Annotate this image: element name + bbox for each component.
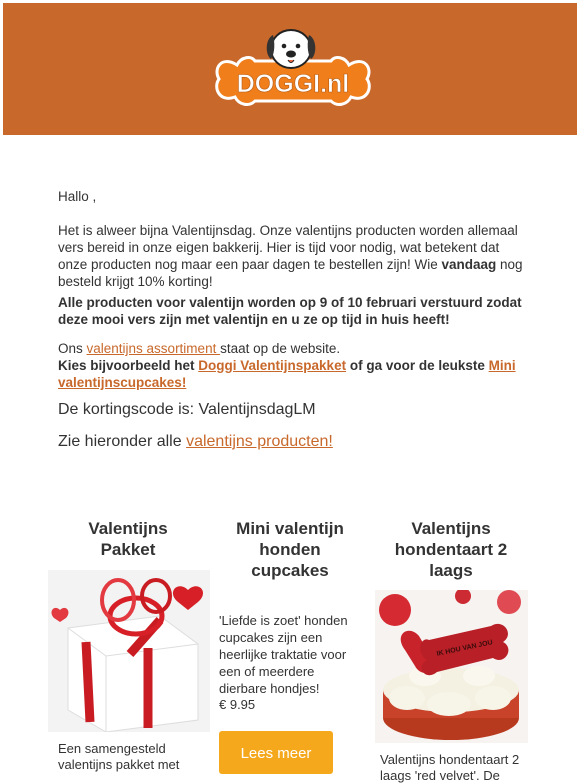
product-price-cupcakes: € 9.95 bbox=[219, 697, 256, 712]
lees-meer-button[interactable]: Lees meer bbox=[219, 731, 333, 774]
product-desc-taart: Valentijns hondentaart 2 laags 'red velvet'. De bbox=[380, 752, 520, 783]
discount-code: De kortingscode is: ValentijnsdagLM bbox=[58, 401, 316, 418]
svg-text:IK HOU VAN JOU: IK HOU VAN JOU bbox=[436, 639, 494, 658]
product-title-pakket[interactable]: Valentijns Pakket bbox=[88, 519, 168, 559]
header-banner bbox=[3, 3, 577, 135]
valentijns-products-link[interactable]: valentijns producten! bbox=[186, 433, 333, 450]
mini-cupcakes-link[interactable]: Mini valentijnscupcakes! bbox=[58, 358, 516, 390]
products-line: Zie hieronder alle valentijns producten! bbox=[58, 433, 333, 450]
shipping-paragraph: Alle producten voor valentijn worden op 9 of 10 februari verstuurd zodat deze mooi vers zijn met valentijn en u ze op tijd in huis heeft! bbox=[58, 295, 522, 327]
product-image-taart[interactable] bbox=[375, 590, 528, 743]
product-desc-pakket: Een samengesteld valentijns pakket met bbox=[58, 741, 180, 772]
intro-paragraph: Het is alweer bijna Valentijnsdag. Onze valentijns producten worden allemaal vers bereid in onze eigen bakkerij. Hier is tijd voor nodig, wat betekent dat onze producten nog maar een paar dagen te bestellen zijn! Wie vandaag nog besteld krijgt 10% korting! bbox=[58, 223, 523, 289]
valentijnspakket-link[interactable]: Doggi Valentijnspakket bbox=[198, 358, 347, 373]
greeting: Hallo , bbox=[58, 189, 97, 204]
product-image-pakket[interactable] bbox=[48, 570, 210, 732]
assortment-paragraph: Ons valentijns assortiment staat op de website. Kies bijvoorbeeld het Doggi Valentijnspakket of ga voor de leukste Mini valentijnscupcakes! bbox=[58, 341, 516, 390]
assortment-link[interactable]: valentijns assortiment bbox=[86, 341, 221, 356]
product-desc-cupcakes: 'Liefde is zoet' honden cupcakes zijn een heerlijke traktatie voor een of meerdere dierbare hondjes! bbox=[219, 613, 348, 696]
product-title-cupcakes[interactable]: Mini valentijn honden cupcakes bbox=[236, 519, 344, 580]
product-title-taart[interactable]: Valentijns hondentaart 2 laags bbox=[394, 519, 508, 580]
svg-text:DOGGI.nl: DOGGI.nl bbox=[236, 70, 350, 98]
doggi-logo[interactable] bbox=[211, 25, 375, 121]
